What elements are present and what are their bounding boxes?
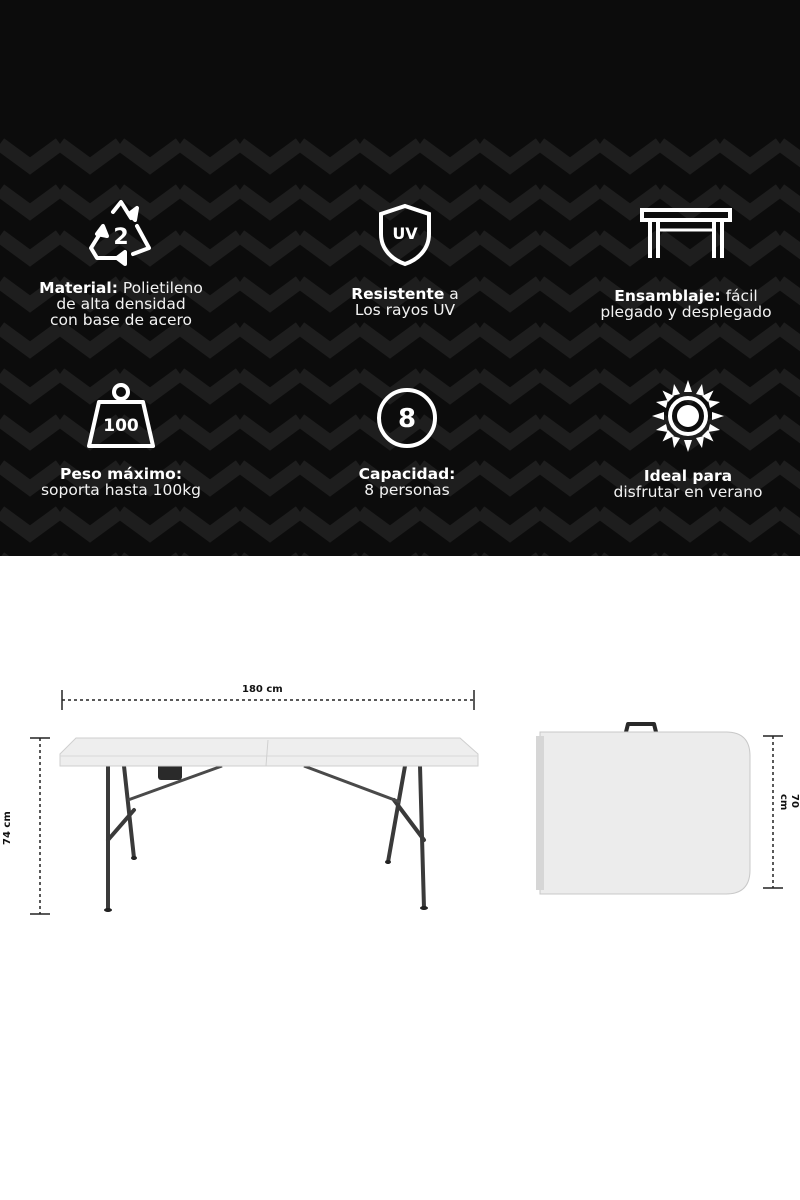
feature-assembly-text: Ensamblaje: fácil plegado y desplegado (600, 287, 772, 321)
feature-max-weight-text: Peso máximo: soporta hasta 100kg (40, 465, 202, 499)
feature-material-text: Material: Polietileno de alta densidad con base de acero (39, 279, 203, 329)
recycle-number: 2 (113, 225, 129, 250)
width-label: 180 cm (242, 684, 283, 695)
folded-table-image (536, 724, 750, 894)
feature-summer-text: Ideal para disfrutar en verano (613, 467, 763, 501)
feature-uv-text: Resistente a Los rayos UV (351, 285, 459, 319)
height-label: 74 cm (2, 811, 13, 845)
open-table-image (60, 738, 478, 912)
svg-text:UV: UV (392, 224, 418, 243)
svg-text:100: 100 (103, 416, 139, 436)
folded-dimension-line (763, 736, 783, 888)
height-dimension-line (30, 738, 50, 914)
folded-label: 70 cm (778, 794, 800, 811)
svg-text:8: 8 (397, 404, 417, 434)
feature-capacity-text: Capacidad: 8 personas (358, 465, 456, 499)
